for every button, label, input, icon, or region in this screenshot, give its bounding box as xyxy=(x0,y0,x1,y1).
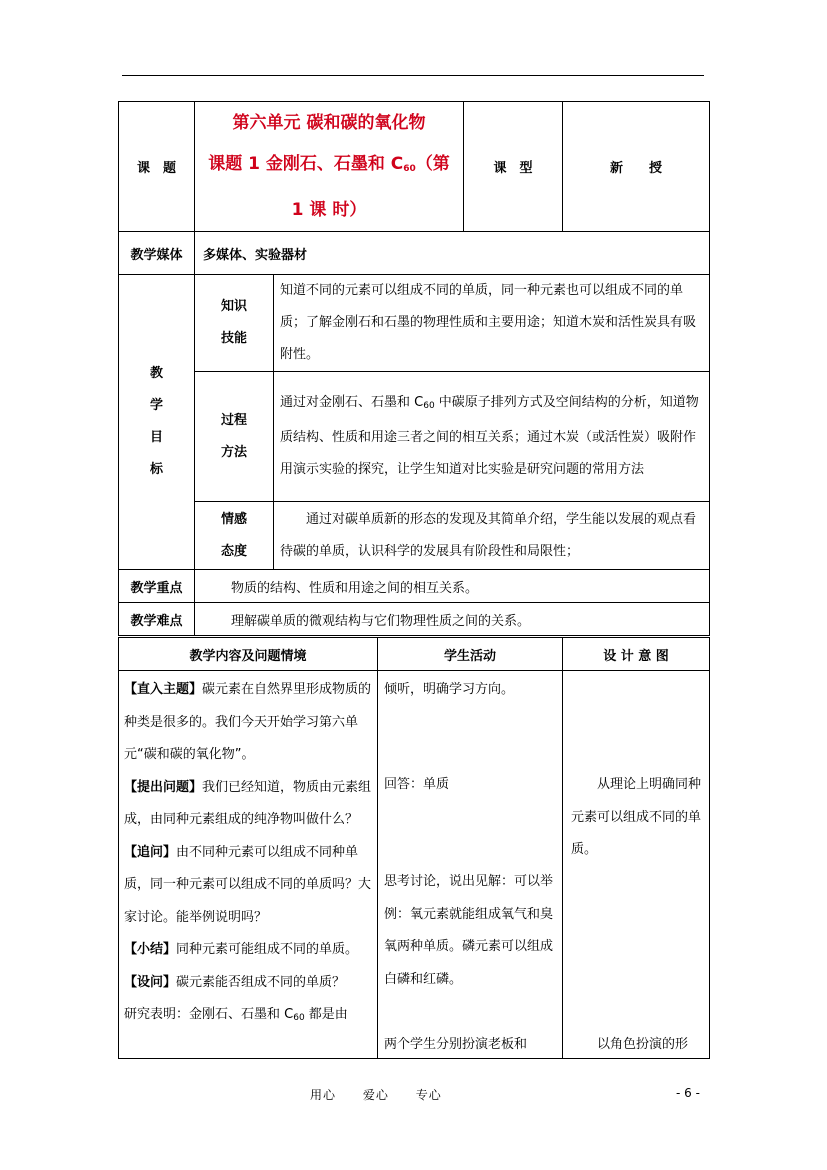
footer-item: 爱心 xyxy=(362,1088,389,1102)
type-value: 新 授 xyxy=(563,102,710,232)
process-text: 通过对金刚石、石墨和 $C_{60}$ 中碳原子排列方式及空间结构的分析，知道物质结构、性质和用途三者之间的相互关系；通过木炭（或活性炭）吸附作用演示实验的探究，让学生知道对比实验是研究问题的常用方法 xyxy=(274,372,710,502)
title-line-3: 1 课 时） xyxy=(291,199,367,220)
lesson-content-table xyxy=(118,637,710,1059)
student-activity-b: 回答：单质 xyxy=(384,777,450,792)
design-intent-b: 以角色扮演的形 xyxy=(597,1037,689,1052)
footer-item: 专心 xyxy=(415,1088,442,1102)
media-value: 多媒体、实验器材 xyxy=(195,232,710,275)
header-design: 设 计 意 图 xyxy=(563,638,710,671)
student-activity-d: 两个学生分别扮演老板和 xyxy=(384,1037,528,1052)
label-type: 课 型 xyxy=(464,102,563,232)
design-intent-a: 从理论上明确同种元素可以组成不同的单质。 xyxy=(571,777,702,857)
content-item: 【直入主题】碳元素在自然界里形成物质的种类是很多的。我们今天开始学习第六单元“碳和碳的氧化物”。 xyxy=(124,682,372,762)
goals-label: 教 学 目 标 xyxy=(119,275,195,570)
difficulty-value: 理解碳单质的微观结构与它们物理性质之间的关系。 xyxy=(195,603,710,636)
attitude-text: 通过对碳单质新的形态的发现及其简单介绍，学生能以发展的观点看待碳的单质，认识科学的发展具有阶段性和局限性； xyxy=(274,502,710,570)
process-label: 过程 方法 xyxy=(195,372,274,502)
content-item: 【设问】碳元素能否组成不同的单质？ xyxy=(124,974,346,990)
content-item: 【小结】同种元素可能组成不同的单质。 xyxy=(124,942,359,957)
label-keti: 课 题 xyxy=(119,102,195,232)
header-student: 学生活动 xyxy=(378,638,563,671)
label-key-point: 教学重点 xyxy=(119,570,195,603)
footer-item: 用心 xyxy=(310,1088,337,1102)
page-number: - 6 - xyxy=(676,1086,700,1100)
content-item: 【追问】由不同种元素可以组成不同种单质，同一种元素可以组成不同的单质吗？大家讨论。能举例说明吗？ xyxy=(124,844,372,925)
key-point-value: 物质的结构、性质和用途之间的相互关系。 xyxy=(195,570,710,603)
header-rule xyxy=(122,75,704,76)
lesson-title xyxy=(195,102,464,232)
label-difficulty: 教学难点 xyxy=(119,603,195,636)
student-activity-a: 倾听，明确学习方向。 xyxy=(384,682,515,697)
content-cell xyxy=(119,671,378,1059)
label-media: 教学媒体 xyxy=(119,232,195,275)
student-activity-c: 思考讨论，说出见解：可以举例：氧元素就能组成氧气和臭氧两种单质。磷元素可以组成白磷和红磷。 xyxy=(384,874,554,987)
knowledge-label: 知识 技能 xyxy=(195,275,274,372)
title-line-2: 课题 1 金刚石、石墨和 $C_{60}$（第 xyxy=(208,153,450,174)
design-intent-cell xyxy=(563,671,710,1059)
title-line-1: 第六单元 碳和碳的氧化物 xyxy=(232,112,426,133)
knowledge-text: 知道不同的元素可以组成不同的单质，同一种元素也可以组成不同的单质；了解金刚石和石墨的物理性质和主要用途；知道木炭和活性炭具有吸附性。 xyxy=(274,275,710,372)
header-content: 教学内容及问题情境 xyxy=(119,638,378,671)
attitude-label: 情感 态度 xyxy=(195,502,274,570)
student-activity-cell xyxy=(378,671,563,1059)
content-item: 研究表明：金刚石、石墨和 $C_{60}$ 都是由 xyxy=(124,1007,348,1023)
lesson-info-table xyxy=(118,101,710,636)
content-item: 【提出问题】我们已经知道，物质由元素组成，由同种元素组成的纯净物叫做什么？ xyxy=(124,779,372,827)
